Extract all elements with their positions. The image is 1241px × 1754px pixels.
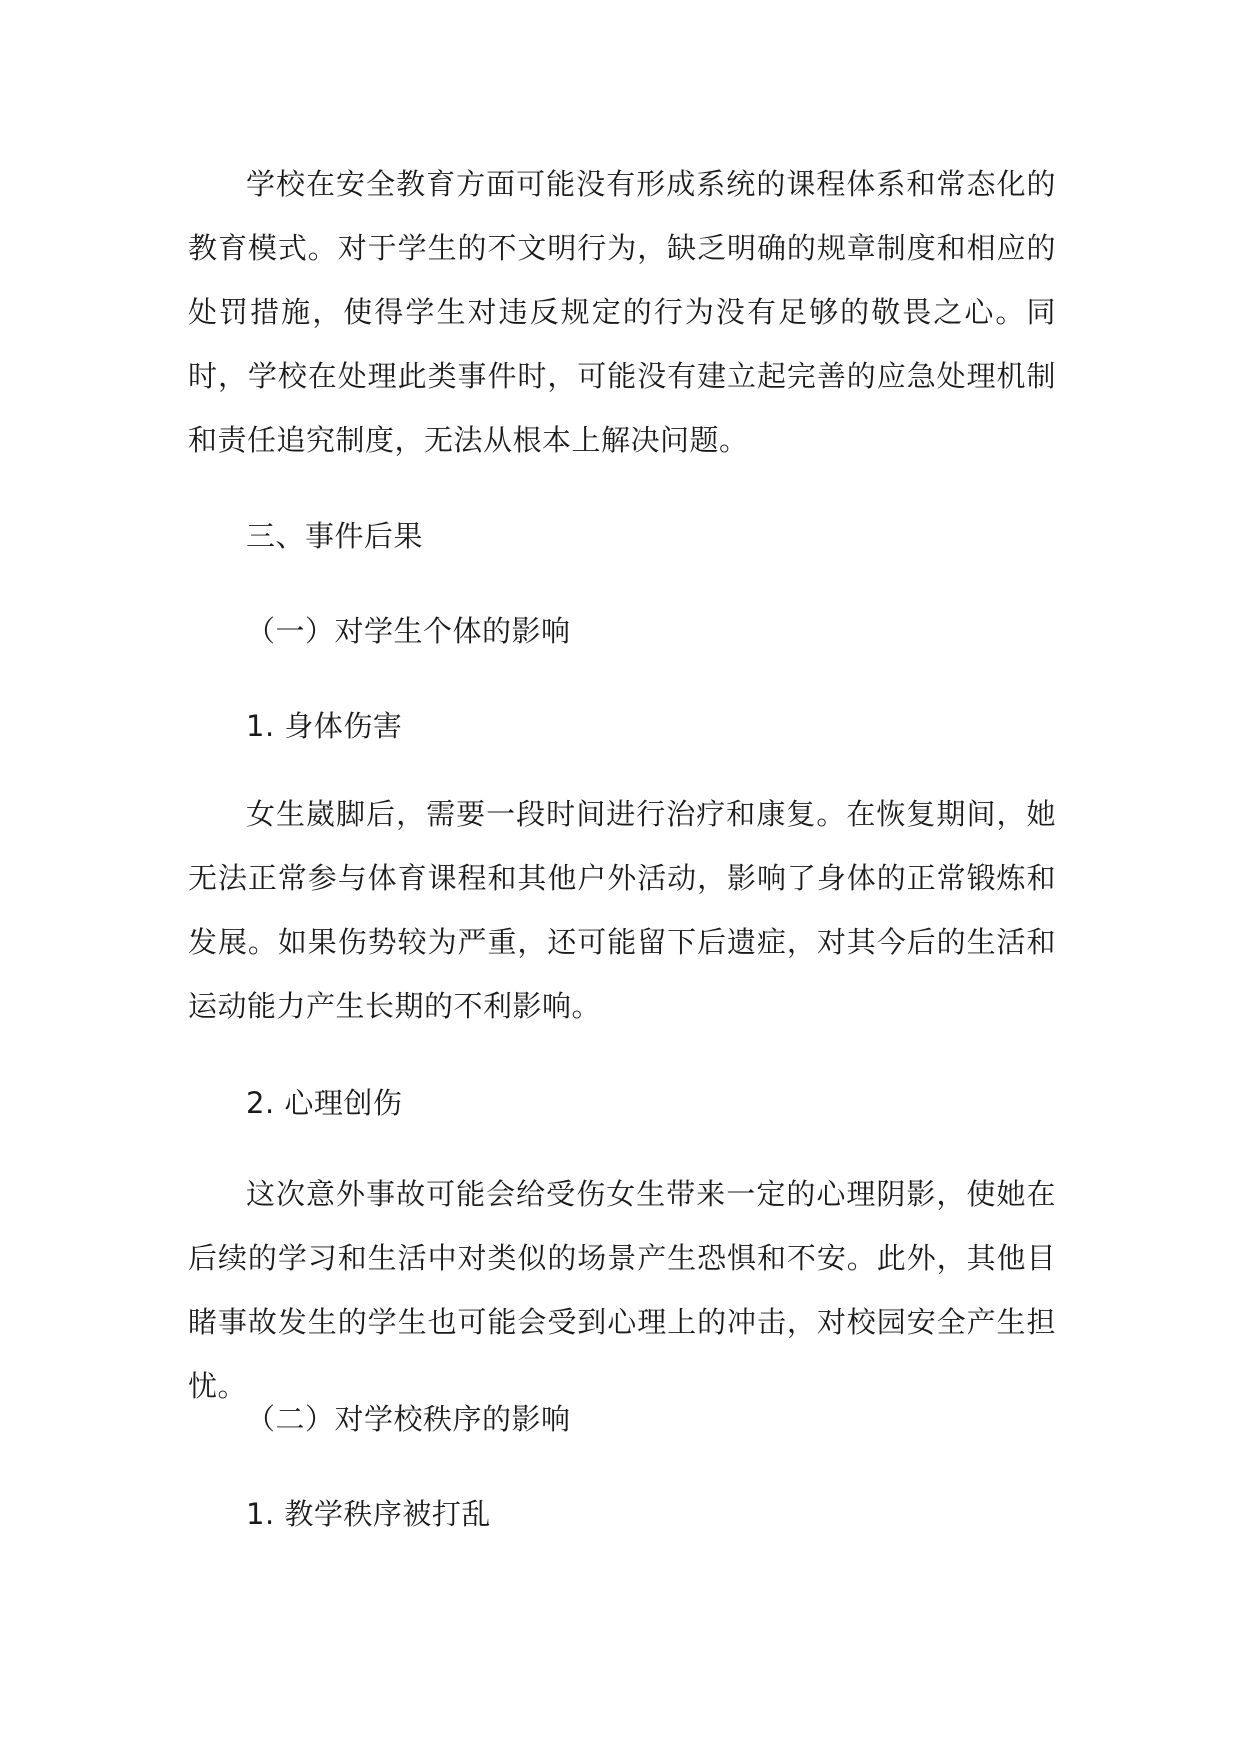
paragraph-psychological-trauma: 这次意外事故可能会给受伤女生带来一定的心理阴影，使她在后续的学习和生活中对类似的场景产生恐惧和不安。此外，其他目睹事故发生的学生也可能会受到心理上的冲击，对校园安全产生担忧。 (188, 1177, 1056, 1403)
paragraph-school-safety-education: 学校在安全教育方面可能没有形成系统的课程体系和常态化的教育模式。对于学生的不文明行为，缺乏明确的规章制度和相应的处罚措施，使得学生对违反规定的行为没有足够的敬畏之心。同时，学校在处理此类事件时，可能没有建立起完善的应急处理机制和责任追究制度，无法从根本上解决问题。 (188, 167, 1056, 457)
subsection-heading-student-impact: （一）对学生个体的影响 (246, 614, 571, 648)
item-heading-psychological-trauma: 2. 心理创伤 (246, 1086, 403, 1120)
section-heading-consequences: 三、事件后果 (246, 519, 424, 553)
subsection-heading-school-order-impact: （二）对学校秩序的影响 (246, 1402, 571, 1436)
item-heading-teaching-disrupted: 1. 教学秩序被打乱 (246, 1497, 491, 1531)
paragraph-physical-injury: 女生崴脚后，需要一段时间进行治疗和康复。在恢复期间，她无法正常参与体育课程和其他户外活动，影响了身体的正常锻炼和发展。如果伤势较为严重，还可能留下后遗症，对其今后的生活和运动能力产生长期的不利影响。 (188, 797, 1056, 1023)
item-heading-physical-injury: 1. 身体伤害 (246, 709, 403, 743)
